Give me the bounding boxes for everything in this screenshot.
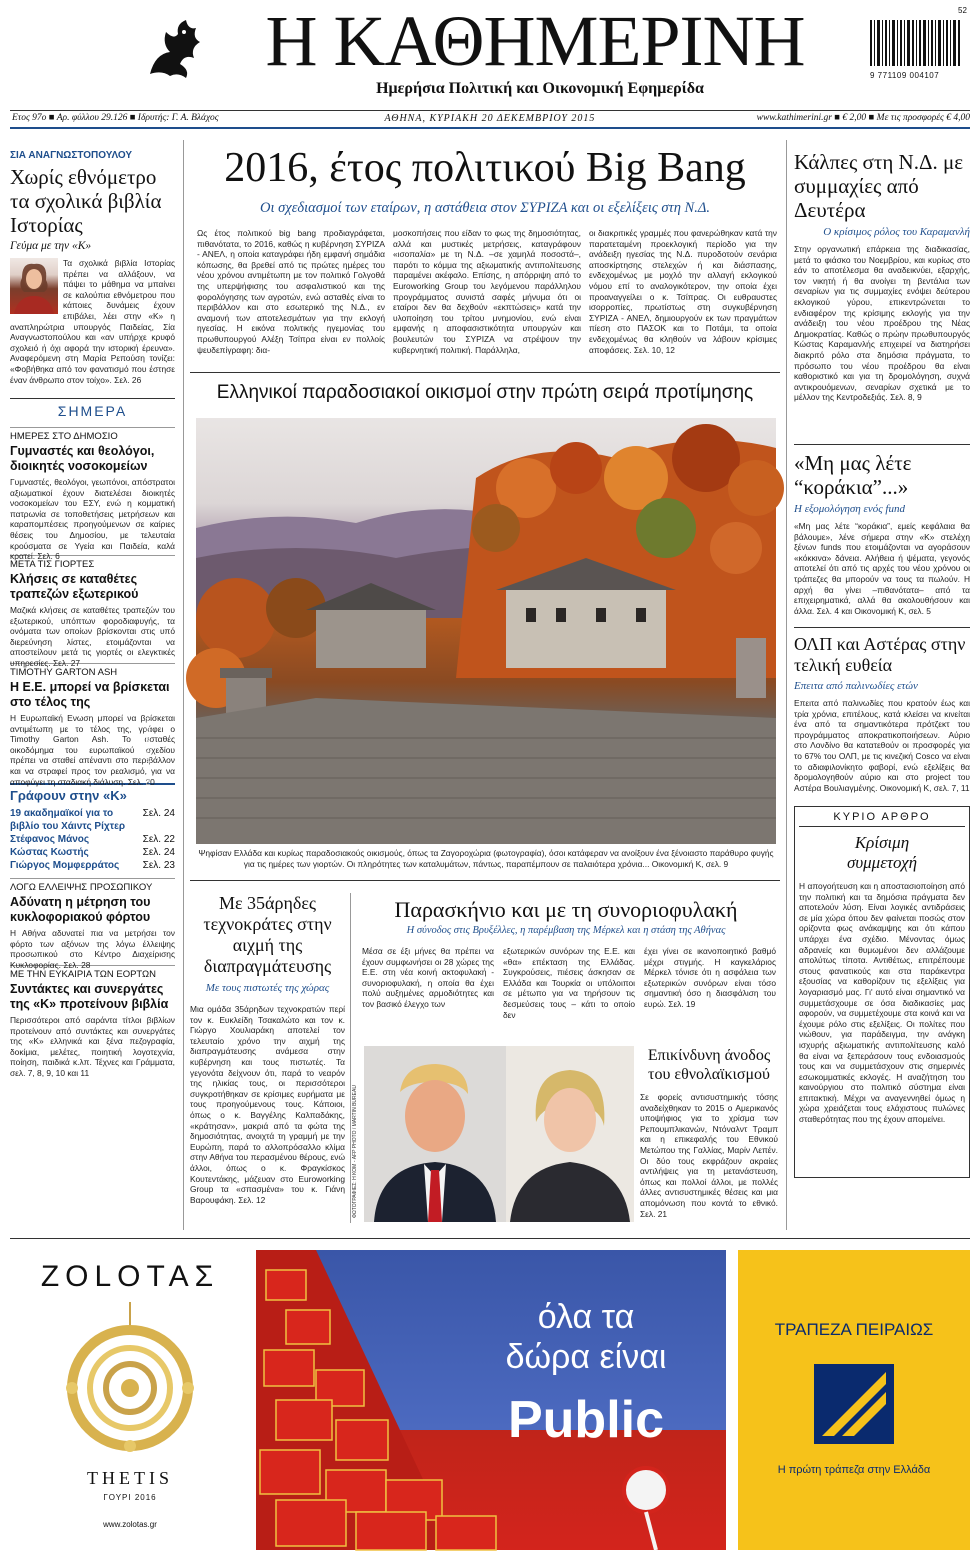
editorial-body: Η απογοήτευση και η αποστασιοποίηση από την πολιτική και τα δημόσια πράγματα δεν αποτελούν λύση. Είναι λογικές αντιδράσεις σε μία χώρα όπου δεν φαίνεται ποσώς στον ορίζοντα φως ανάκαμψης και ότι κάπου υπάρχει ένα σχέδιο. Μένοντας όμως αδρανείς και θυμωμένοι δεν αλλάζουμε απολύτως τίποτα. Αντιθέτως, επιτρέπουμε στους φανατικούς και στα παράκεντρα εξουσίας να καθορίζουν τις εξελίξεις για λογαριασμό μας. Γι' αυτό είναι σημαντικό να συμμετάσχουμε σε όσα διαδικασίες μας αφορούν, να συμμετέχουμε στα κοινά και να έχουμε ρόλο στις εξελίξεις. Οι πολίτες που νιώθουν, για παράδειγμα, την ανάγκη ισχυρής αξιωματικής αντιπολίτευσης καλό θα είναι να ξεπεράσουν τους ενδοιασμούς τους και να συμμετάσχουν στις σημερινές εσωκομματικές εκλογές. Η αναζήτηση του καινούργιου στο πολιτικό σύστημα είναι επιτακτική. Μέχρι να αναγεννηθεί όμως η χώρα χρειάζεται τους ελάχιστους πυλώνες σταθερότητας που της έχουν απομείνει. (799, 881, 965, 1125)
section-kicker: ΜΕ ΤΗΝ ΕΥΚΑΙΡΙΑ ΤΩΝ ΕΟΡΤΩΝ (10, 969, 157, 980)
toc-list (10, 807, 175, 872)
editorial-label: ΚΥΡΙΟ ΑΡΘΡΟ (799, 811, 965, 827)
ad-public[interactable] (256, 1250, 726, 1550)
toc-item[interactable] (10, 846, 175, 859)
barcode-number: 9 771109 004107 (870, 71, 940, 80)
today-label: ΣΗΜΕΡΑ (57, 403, 128, 419)
section-kicker: ΛΟΓΩ ΕΛΛΕΙΨΗΣ ΠΡΟΣΩΠΙΚΟΥ (10, 882, 153, 893)
article-body: Τα σχολικά βιβλία Ιστορίας πρέπει να αλλάξουν, να πάψει το μάθημα να μπαίνει σε καλούπια εθνόμετρου που κάποιες δυνάμεις έχουν επιβάλει, λέει στην «Κ» η αναπληρώτρια υπουργός Παιδείας, Σία Αναγνωστοπούλου και «αν υπήρχε κρυφό σχολειό ή όχι αφορά την ιστορική έρευνα». Αναφερόμενη στη Μαρία Ρεπούση τονίζει: «Φοβήθηκα από τον φανατισμό που έστησε έναν άνθρωπο στον τοίχο». Σελ. 26 (10, 258, 175, 385)
toc-item[interactable] (10, 807, 175, 833)
meta-date: ΑΘΗΝΑ, ΚΥΡΙΑΚΗ 20 ΔΕΚΕΜΒΡΙΟΥ 2015 (384, 113, 596, 124)
public-brand: Public (507, 1391, 665, 1449)
article-title: Αδύνατη η μέτρηση του κυκλοφοριακού φόρτου (10, 895, 151, 924)
lead-subtitle: Οι σχεδιασμοί των εταίρων, η αστάθεια στον ΣΥΡΙΖΑ και οι εξελίξεις στη Ν.Δ. (260, 200, 710, 216)
masthead-subtitle: Ημερήσια Πολιτική και Οικονομική Εφημερίδα (376, 80, 704, 97)
article-body: Επειτα από παλινωδίες που κρατούν έως και τρία χρόνια, επιτέλους, κατά κλείσει να κινείται ένα από τα σημαντικότερα πρότζεκτ του προγράμματος αποκρατικοποιήσεων. Αύριο στο Λονδίνο θα κατατεθούν οι προσφορές για το 67% του ΟΛΠ, με τις κινεζική Cosco να είναι το αδιαφιλονίκητο φαβορί, ενώ εξελίξεις θα δρομολογηθούν αύριο και στο project του Αστέρα Βουλιαγμένης. Οικονομική Κ, σελ. 7, 11 (794, 698, 970, 793)
article-title: Η Ε.Ε. μπορεί να βρίσκεται στο τέλος της (10, 680, 170, 709)
zolotas-url: www.zolotas.gr (103, 1520, 157, 1529)
griffin-logo-icon (140, 14, 210, 84)
meta-left: Ετος 97ο ■ Αρ. φύλλου 29.126 ■ Ιδρυτής: Γ. Α. Βλάχος (12, 113, 219, 123)
article-body: «Μη μας λέτε “κοράκια”, εμείς κεφάλαια θα βάλουμε», λένε σήμερα στην «Κ» στελέχη ξένων funds που ετοιμάζονται να αγοράσουν «κόκκινα» δάνεια. Αλήθεια ή ψέματα, γεγονός αποτελεί ότι από τις αρχές του νέου χρόνου οι τράπεζες θα μπορούν να τους τα πωλούν. Η αρχή θα γίνει –πιθανότατα– από τα επιχειρηματικά, αλλά θα ακολουθήσουν και άλλα. Σελ. 4 και Οικονομική Κ, σελ. 5 (794, 521, 970, 616)
pendant-icon (10, 1302, 250, 1452)
article-subtitle: Με τους πιστωτές της χώρας (205, 982, 330, 994)
article-subtitle: Η εξομολόγηση ενός fund (794, 503, 905, 515)
lead-title: 2016, έτος πολιτικού Big Bang (224, 145, 746, 191)
masthead-rule-bottom (10, 127, 970, 129)
article-body: Στην οργανωτική επάρκεια της διαδικασίας, μετά το φιάσκο του Νοεμβρίου, και κυρίως στο εάν το αποτέλεσμα θα αναδεικνύει, εξαρχής, τον νικητή ή θα ανοίγει τη βεντάλια των σεναρίων για τις συμμαχίες ενόψει δεύτερου εκλογικού γύρου, επικεντρώνεται το ενδιαφέρον της κρίσιμης εκλογής για την ανάδειξη του νέου προέδρου της Νέας Δημοκρατίας. Καθώς ο πρώην πρωθυπουργός Κώστας Καραμανλής επιχειρεί να διατηρήσει διακριτό ρόλο στα δημόσια πράγματα, το πρόσωπο του νέου προέδρου θα είναι καθοριστικό και για τη δρομολόγηση, συχνά αντικρουόμενων, σεναρίων σχετικά με το μέλλον της Κεντροδεξιάς. Σελ. 8, 9 (794, 244, 970, 403)
toc-item-name: Στέφανος Μάνος (10, 834, 90, 845)
barcode-issue: 52 (958, 6, 967, 15)
piraeus-logo-icon (738, 1354, 970, 1454)
lead-column-2: μοσκοπήσεις που είδαν το φως της δημοσιότητας, αλλά και μυστικές μετρήσεις, καταγράφουν «ισοπαλία» με τη Ν.Δ. –σε χαμηλά ποσοστά–, παρότι το κόμμα της αξιωματικής αντιπολίτευσης παραμένει ακέφαλο. Επίσης, η απόρριψη από το Euroworking Group του λεγόμενου παράλληλου προγράμματος συνιστά σαφές μήνυμα ότι οι εταίροι δεν θα δεχθούν «εκπτώσεις» κατά την υλοποίηση του τρίτου μνημονίου, ενώ είναι εμφανής η αποφασιστικότητα υπουργών και βουλευτών του ΣΥΡΙΖΑ να στρέψουν την κυβερνητική πολιτική. Παράλληλα, (393, 228, 581, 355)
masthead-rule-top (10, 110, 970, 111)
photo-headline: Ελληνικοί παραδοσιακοί οικισμοί στην πρώτη σειρά προτίμησης (216, 382, 754, 403)
right-column (794, 140, 970, 1230)
ad-zolotas[interactable] (10, 1250, 250, 1550)
article-title: Επικίνδυνη άνοδος του εθνολαϊκισμού (647, 1047, 771, 1083)
column-divider (350, 893, 351, 1223)
today-divider (10, 398, 175, 421)
toc-item-name: Κώστας Κωστής (10, 847, 89, 858)
lead-column-1: Ως έτος πολιτικού big bang προδιαγράφεται, πιθανότατα, το 2016, καθώς η κυβέρνηση ΣΥΡΙΖΑ - ΑΝΕΛ, η οποία καταγράφει ήδη εμφανή σημάδια κόπωσης, θα βρεθεί από τις πρώτες ημέρες του νέου χρόνου αντιμέτωπη με τον πολιτικό Γολγοθά της υπερψήφισης του ασφαλιστικού και της φορολόγησης των αγροτών, ενώ ασταθές είναι το περιβάλλον και στο εσωτερικό της Ν.Δ., εν αναμονή των αποτελεσμάτων για την εκλογή ηγεσίας. Η εικόνα πολιτικής ηγεμονίας του πρωθυπουργού Αλέξη Τσίπρα είναι εν πολλοίς ψευδεπίγραφη: δια- (197, 228, 385, 355)
ads-divider (10, 1238, 970, 1239)
barcode (870, 20, 970, 80)
barcode-icon (870, 20, 962, 66)
section-kicker: ΗΜΕΡΕΣ ΣΤΟ ΔΗΜΟΣΙΟ (10, 431, 118, 442)
author-photo (10, 258, 58, 314)
article-title: ΟΛΠ και Αστέρας στην τελική ευθεία (794, 634, 966, 675)
toc-title: Γράφουν στην «Κ» (10, 788, 127, 803)
piraeus-name: ΤΡΑΠΕΖΑ ΠΕΙΡΑΙΩΣ (774, 1320, 934, 1339)
masthead (0, 0, 980, 110)
public-line-2: δώρα είναι (505, 1338, 667, 1376)
lead-column-3: οι διακριτικές γραμμές που φανερώθηκαν κατά την παρατεταμένη προεκλογική περίοδο για την ανάδειξη ηγεσίας της Ν.Δ. πυροδοτούν σενάρια αποσκίρτησης στελεχών ή και διάσπασης, ενδεχομένως με μοχλό την αλλαγή εκλογικού νόμου επί το αναλογικότερον, την οποία έχει προαναγγείλει ο κ. Τσίπρας. Οι ευθραυστες ισορροπίες, πρωτίστως στη συγκυβέρνηση ΣΥΡΙΖΑ - ΑΝΕΛ, δημιουργούν εκ των πραγμάτων πίεση στο ΠΑΣΟΚ και το Ποτάμι, τα οποία ενδεχομένως θα κληθούν να λάβουν κρίσιμες αποφάσεις. Σελ. 10, 12 (589, 228, 777, 355)
editorial-box (794, 806, 970, 1178)
photo-le-pen (506, 1046, 634, 1222)
article-subtitle: Ο κρίσιμος ρόλος του Καραμανλή (823, 226, 970, 238)
article-title: Με 35άρηδες τεχνοκράτες στην αιχμή της διαπραγμάτευσης (203, 893, 332, 976)
article-body: Μαζικά κλήσεις σε καταθέτες τραπεζών του εξωτερικού, υπόπτων φοροδιαφυγής, τα ονόματα των οποίων βρίσκονται στις υπό διερεύνηση λίστες, ετοιμάζονται να αποστείλουν μετά τις γιορτές οι ελεγκτικές υπηρεσίες. Σελ. 27 (10, 605, 175, 668)
section-rule (190, 372, 780, 373)
article-body: Γυμναστές, θεολόγοι, γεωπόνοι, απόστρατοι αξιωματικοί έχουν διατελέσει διοικητές νοσοκομείων του ΕΣΥ, ενώ η κομματική πατρωνία σε τοποθετήσεις μετρήσεων και καραπομπέσεις προηγούμενων σε καίριες θέσεις του Δημοσίου, με τελευταία κρούσματα σε Υγεία και Παιδεία, καλά κρατεί. Σελ. 6 (10, 477, 175, 562)
column-divider (183, 140, 184, 1230)
zolotas-sub: ΓΟΥΡΙ 2016 (103, 1493, 157, 1502)
zolotas-product: THETIS (87, 1468, 173, 1488)
person-icon (506, 1046, 634, 1222)
border-guard-column-2: εξωτερικών συνόρων της Ε.Ε. και «θα» επέκταση της Ελλάδας. Συγκρούσεις, πιέσεις άσκησαν σε Ελλάδα και Τουρκία οι υπόλοιποι σε μέτωπο για να τηρήσουν τις δεσμεύσεις τους – κάτι το οποίο δεν (503, 946, 635, 1020)
editorial-title: Κρίσιμη συμμετοχή (846, 833, 918, 872)
article-body: Σε φορείς αντισυστημικής τόσης αναδείχθηκαν το 2015 ο Αμερικανός υποψήφιος για το χρίσμα των Ρεπουμπλικανών, Ντόναλντ Τραμπ και η επικεφαλής του Εθνικού Μετώπου της Γαλλίας, Μαρίν Λεπέν. Οι δύο τους εκφράζουν ακραίες αντιλήψεις για τη μετανάστευση, όπως και πολλοί άλλοι, με πολλές άλλες αντισυστημικές θέσεις και μια απομόνωση που κοντά το εθνικό. Σελ. 21 (640, 1092, 778, 1219)
article-title: Κάλπες στη Ν.Δ. με συμμαχίες από Δευτέρα (794, 150, 964, 222)
toc-item-name: Γιώργος Μομφερράτος (10, 860, 120, 871)
article-technocrats (190, 893, 345, 1223)
section-rule (190, 880, 780, 881)
toc-item[interactable] (10, 859, 175, 872)
article-title: Συντάκτες και συνεργάτες της «Κ» προτείνουν βιβλία (10, 982, 169, 1011)
person-icon (10, 258, 58, 314)
photo-trump (364, 1046, 506, 1222)
photo-caption: Ψηφίσαν Ελλάδα και κυρίως παραδοσιακούς οικισμούς, όπως τα Ζαγοροχώρια (φωτογραφία), όσοι κατάφεραν να ανοίξουν ένα ξένοιαστο παράθυρο φυγής για τις ημέρες των γιορτών. Οι πληρότητες των καταλυμάτων, πάντως, παραπέμπουν σε παλαιότερα χρόνια... Οικονομική Κ, σελ. 9 (198, 848, 774, 869)
article-title: Γυμναστές και θεολόγοι, διοικητές νοσοκομείων (10, 444, 155, 473)
article-title: Χωρίς εθνόμετρο τα σχολικά βιβλία Ιστορίας (10, 165, 162, 237)
column-divider (786, 140, 787, 1230)
photo-credit: ΦΩΤ. ΓΙΑΝ / ΜΑΡΙΛΗ ΒΑΡΔΟΓΙΑΛΗ (146, 717, 152, 798)
article-subtitle: Επειτα από παλινωδίες ετών (794, 680, 918, 692)
village-landscape-icon (196, 418, 776, 844)
border-guard-column-3: έχει γίνει σε ικανοποιητικό βαθμό μέχρι στιγμής. Η καγκελάριος Μέρκελ τόνισε ότι η ασφάλεια των εξωτερικών συνόρων είναι τόσο σημαντική όσο η διασφάλιση του ευρώ. Σελ. 19 (644, 946, 776, 1009)
ad-piraeus[interactable] (738, 1250, 970, 1550)
border-guard-subtitle: Η σύνοδος στις Βρυξέλλες, η παρέμβαση της Μέρκελ και η στάση της Αθήνας (406, 925, 726, 936)
article-body: Η Ευρωπαϊκή Ενωση μπορεί να βρίσκεται αντιμέτωπη με το τέλος της, γράφει ο Timothy Garton Ash. Το ασταθές οικοδόμημα του ευρωπαϊκού σχεδίου πρέπει να σταθεί απέναντι στο περιβάλλον και να στραφεί προς τον ρεαλισμό, για να αποφύγει τη σταδιακή διάλυση. Σελ. 20 (10, 713, 175, 787)
zolotas-brand: ZOLOTAΣ (40, 1260, 220, 1293)
toc-item-name: 19 ακαδημαϊκοί για το βιβλίο του Χάιντς Ρίχτερ (10, 808, 126, 832)
person-icon (364, 1046, 506, 1222)
article-title: «Μη μας λέτε “κοράκια”...» (794, 451, 912, 499)
section-kicker: ΜΕΤΑ ΤΙΣ ΓΙΟΡΤΕΣ (10, 559, 95, 570)
toc-item-page: Σελ. 24 (142, 847, 175, 858)
section-kicker: TIMOTHY GARTON ASH (10, 667, 118, 678)
piraeus-slogan: Η πρώτη τράπεζα στην Ελλάδα (777, 1464, 931, 1476)
article-title: Κλήσεις σε καταθέτες τραπεζών εξωτερικού (10, 572, 139, 601)
masthead-title: Η ΚΑΘΗΜΕΡΙΝΗ (265, 1, 805, 81)
photo-credit: ΦΩΤΟΓΡΑΦΙΕΣ: Η ΚΟΜ - AFP PHOTO / MARTIN BUREAU (352, 1085, 358, 1218)
article-populism (640, 1046, 778, 1224)
meta-right: www.kathimerini.gr ■ € 2,00 ■ Με τις προσφορές € 4,00 (756, 113, 970, 123)
border-guard-title: Παρασκήνιο και με τη συνοριοφυλακή (394, 897, 738, 922)
article-body: Περισσότεροι από σαράντα τίτλοι βιβλίων προτείνουν από συντάκτες και συνεργάτες της «Κ» ελληνικά και ξένα πεζογραφία, δοκίμια, μελέτες, ποιητική λογοτεχνία, ποίηση, παιδικά κ.λπ. Τέχνες και Γράμματα, σελ. 7, 8, 9, 10 και 11 (10, 1015, 175, 1078)
toc-item[interactable] (10, 833, 175, 846)
public-line-1: όλα τα (537, 1298, 635, 1336)
border-guard-column-1: Μέσα σε έξι μήνες θα πρέπει να έχουν συμφωνήσει οι 28 χώρες της Ε.Ε. στη νέα κοινή ακτοφυλακή - συνοριοφυλακή, η οποία θα έχει πολύ αυξημένες αρμοδιότητες και τον βασικό έλεγχο των (362, 946, 494, 1009)
article-subtitle: Γεύμα με την «Κ» (10, 240, 92, 252)
article-body: Μια ομάδα 35άρηδων τεχνοκρατών περί τον κ. Ευκλείδη Τσακαλώτο και τον κ. Γιώργο Χουλιαράκη αποτελεί τον τελευταίο χρόνο την αιχμή της διαπραγμάτευσης ανάμεσα στην κυβέρνηση και τους πιστωτές. Τα γεγονότα δείχνουν ότι, παρά το νεαρόν της ηλικίας τους, οι περισσότεροι συγκροτήθηκαν σε κρίσιμες ευρήματα με τους προηγούμενους τους. Κάποιοι, όπως ο κ. Βαγγέλης Καλπαδάκης, «κράτησαν», μακριά από τα φώτα της δημοσιότητας, ανοιχτά τη γραμμή με την Ευρώπη, παρά το αλλοπρόσαλλο κλίμα στην Αθήνα του περασμένου θέρους, ενώ άλλοι, όπως ο κ. Φραγκίσκος Κουτεντάκης, μάζευαν στο Euroworking Group τα «σπασμένα» του κ. Γιάνη Βαρουφάκη. Σελ. 12 (190, 1004, 345, 1205)
toc-item-page: Σελ. 22 (142, 834, 175, 845)
toc-item-page: Σελ. 24 (142, 808, 175, 819)
toc-item-page: Σελ. 23 (142, 860, 175, 871)
article-kicker: ΣΙΑ ΑΝΑΓΝΩΣΤΟΠΟΥΛΟΥ (10, 150, 133, 161)
article-body: Η Αθήνα αδυνατεί πια να μετρήσει τον φόρτο των αξόνων της λόγω έλλειψης προσωπικού στο Κέντρο Διαχείρισης Κυκλοφορίας. Σελ. 28 (10, 928, 175, 970)
